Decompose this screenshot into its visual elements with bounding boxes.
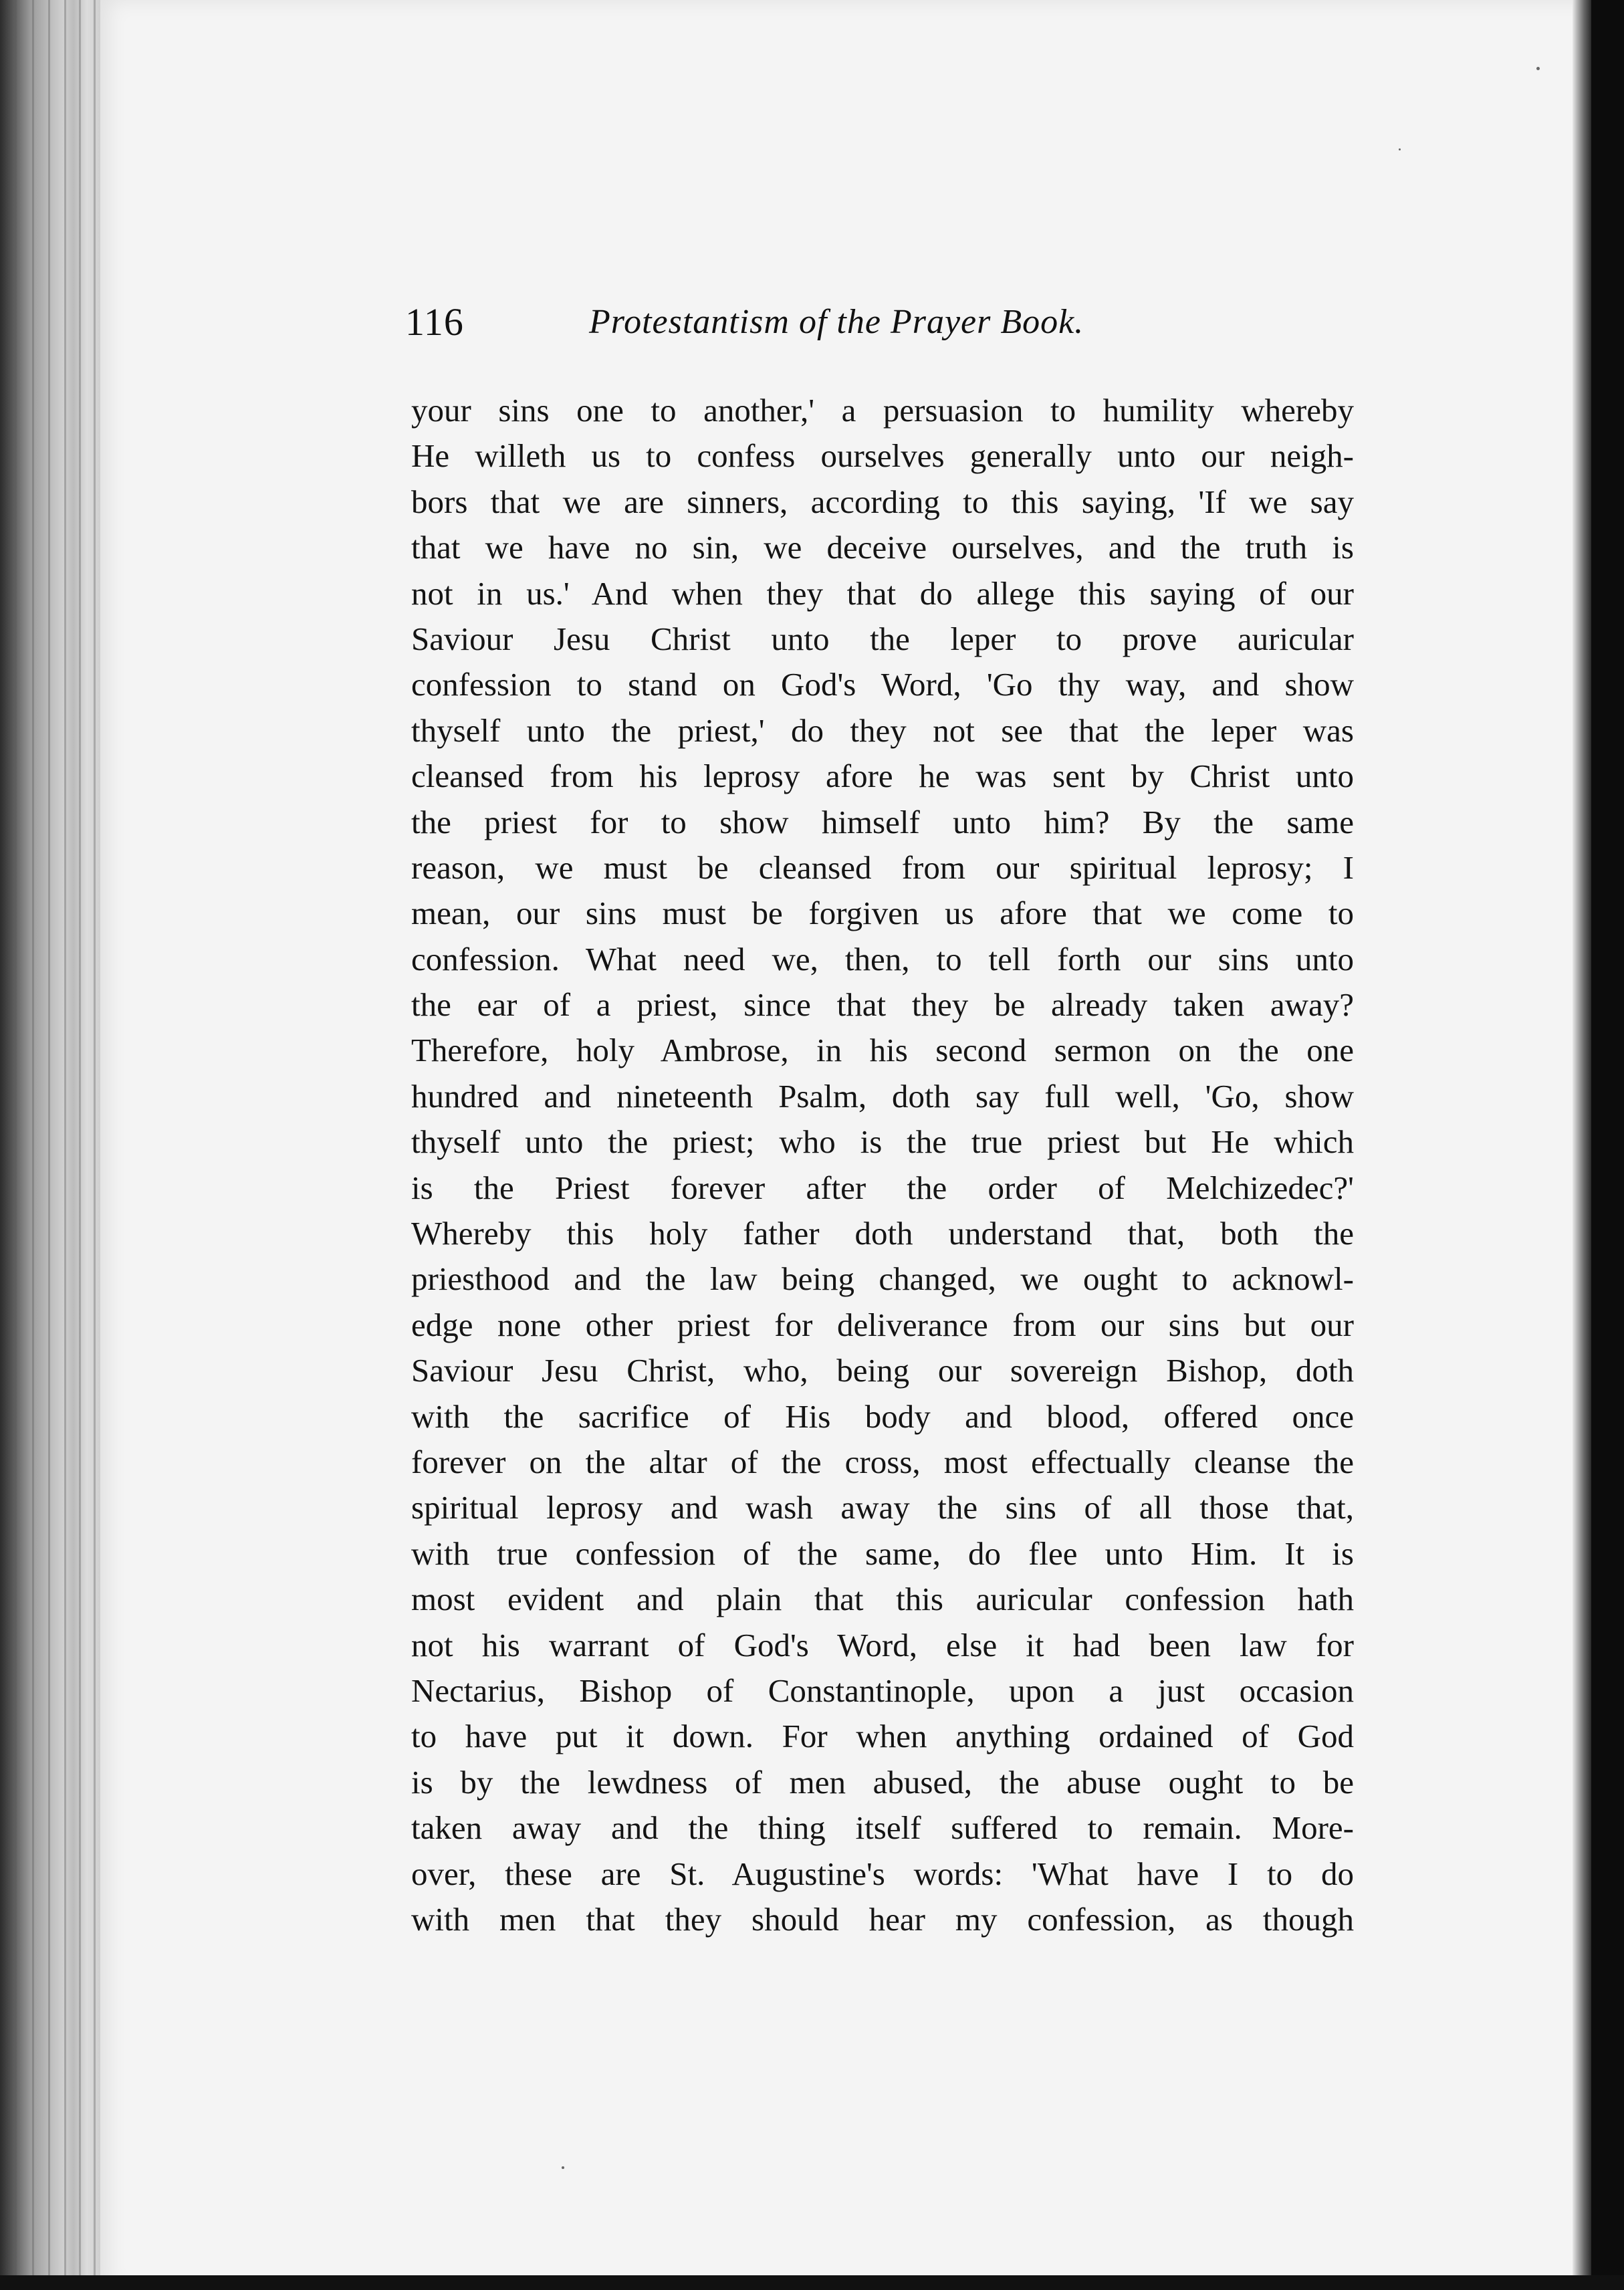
scan-speck: [1536, 67, 1540, 70]
text-line: most evident and plain that this auricular confession hath: [411, 1581, 1354, 1618]
text-line: not his warrant of God's Word, else it had been law for: [411, 1626, 1354, 1664]
scan-speck: [1399, 148, 1401, 150]
text-line: edge none other priest for deliverance from our sins but our: [411, 1306, 1354, 1343]
scan-speck: [562, 2166, 564, 2169]
text-line: Nectarius, Bishop of Constantinople, upon a just occasion: [411, 1672, 1354, 1709]
page-gutter-shadow: [1573, 0, 1591, 2290]
text-line: bors that we are sinners, according to this saying, 'If we say: [411, 483, 1354, 520]
text-line: confession to stand on God's Word, 'Go thy way, and show: [411, 666, 1354, 703]
scan-border-bottom: [0, 2275, 1624, 2290]
text-line: mean, our sins must be forgiven us afore that we come to: [411, 895, 1354, 932]
text-line: with the sacrifice of His body and blood, offered once: [411, 1397, 1354, 1435]
text-line: confession. What need we, then, to tell forth our sins unto: [411, 940, 1354, 978]
text-line: with men that they should hear my confession, as though: [411, 1900, 1354, 1938]
text-line: hundred and nineteenth Psalm, doth say full well, 'Go, show: [411, 1077, 1354, 1115]
text-line: over, these are St. Augustine's words: 'What have I to do: [411, 1855, 1354, 1892]
text-line: that we have no sin, we deceive ourselves, and the truth is: [411, 529, 1354, 566]
text-line: taken away and the thing itself suffered to remain. More-: [411, 1809, 1354, 1847]
text-line: priesthood and the law being changed, we ought to acknowl-: [411, 1260, 1354, 1298]
text-line: to have put it down. For when anything ordained of God: [411, 1718, 1354, 1755]
text-line: Saviour Jesu Christ, who, being our sovereign Bishop, doth: [411, 1352, 1354, 1389]
page-header: [405, 300, 1181, 360]
text-line: the priest for to show himself unto him? By the same: [411, 803, 1354, 840]
body-text: [411, 388, 1354, 1942]
page-number: 116: [405, 300, 464, 344]
text-line: reason, we must be cleansed from our spiritual leprosy; I: [411, 848, 1354, 886]
text-line: your sins one to another,' a persuasion to humility whereby: [411, 392, 1354, 429]
scan-border-right: [1591, 0, 1624, 2290]
text-line: is by the lewdness of men abused, the abuse ought to be: [411, 1763, 1354, 1801]
text-line: is the Priest forever after the order of Melchizedec?': [411, 1169, 1354, 1206]
text-line: cleansed from his leprosy afore he was sent by Christ unto: [411, 758, 1354, 795]
text-line: with true confession of the same, do flee unto Him. It is: [411, 1534, 1354, 1572]
text-line: Therefore, holy Ambrose, in his second sermon on the one: [411, 1032, 1354, 1069]
text-line: the ear of a priest, since that they be already taken away?: [411, 986, 1354, 1024]
text-line: Saviour Jesu Christ unto the leper to prove auricular: [411, 620, 1354, 657]
text-line: thyself unto the priest,' do they not see that the leper was: [411, 711, 1354, 749]
text-line: He willeth us to confess ourselves generally unto our neigh-: [411, 437, 1354, 475]
running-title: Protestantism of the Prayer Book.: [589, 303, 1084, 341]
text-line: not in us.' And when they that do allege this saying of our: [411, 574, 1354, 612]
text-line: thyself unto the priest; who is the true priest but He which: [411, 1123, 1354, 1161]
text-line: forever on the altar of the cross, most effectually cleanse the: [411, 1443, 1354, 1480]
text-line: Whereby this holy father doth understand that, both the: [411, 1215, 1354, 1252]
text-line: spiritual leprosy and wash away the sins of all those that,: [411, 1489, 1354, 1526]
